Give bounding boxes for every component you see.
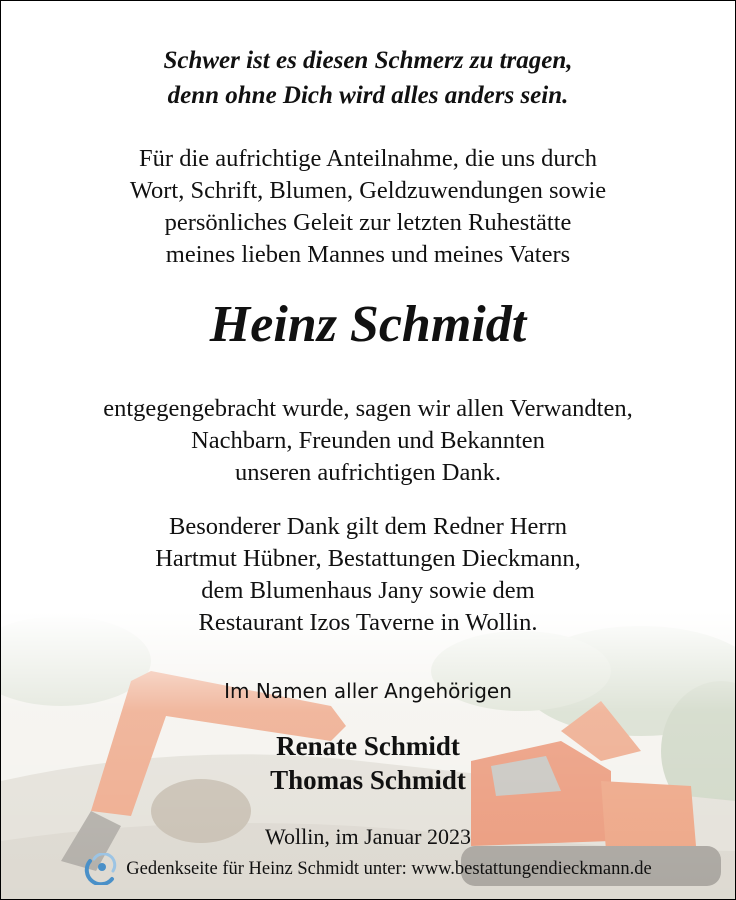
special-thanks-line: Restaurant Izos Taverne in Wollin. [198,609,538,636]
signers [1,729,735,797]
thanks-intro [1,143,735,271]
thanks-body [1,393,735,489]
deceased-name: Heinz Schmidt [209,296,527,353]
special-thanks-line: dem Blumenhaus Jany sowie dem [201,577,535,604]
thanks-body-line: Nachbarn, Freunden und Bekannten [191,427,545,454]
thanks-intro-line: meines lieben Mannes und meines Vaters [165,241,571,268]
thanks-intro-line: Wort, Schrift, Blumen, Geldzuwendungen sowie [129,177,607,204]
thanks-body-line: entgegengebracht wurde, sagen wir allen Verwandten, [103,395,633,422]
place-date: Wollin, im Januar 2023 [265,824,471,849]
thanks-intro-line: Für die aufrichtige Anteilnahme, die uns durch [139,145,597,172]
memorial-page-link[interactable]: Gedenkseite für Heinz Schmidt unter: www.bestattungendieckmann.de [126,858,652,879]
motto-line: Schwer ist es diesen Schmerz zu tragen, [163,47,573,74]
thanks-intro-line: persönliches Geleit zur letzten Ruhestätte [164,209,572,236]
special-thanks-line: Hartmut Hübner, Bestattungen Dieckmann, [155,545,581,572]
motto [1,43,735,113]
memorial-footer [1,853,735,885]
signer-name: Renate Schmidt [276,731,460,761]
closing-phrase: Im Namen aller Angehörigen [224,679,512,703]
motto-line: denn ohne Dich wird alles anders sein. [167,82,569,109]
memorial-logo-icon [84,853,118,885]
thanks-body-line: unseren aufrichtigen Dank. [235,459,501,486]
special-thanks-line: Besonderer Dank gilt dem Redner Herrn [169,513,567,540]
special-thanks [1,511,735,639]
signer-name: Thomas Schmidt [270,765,466,795]
